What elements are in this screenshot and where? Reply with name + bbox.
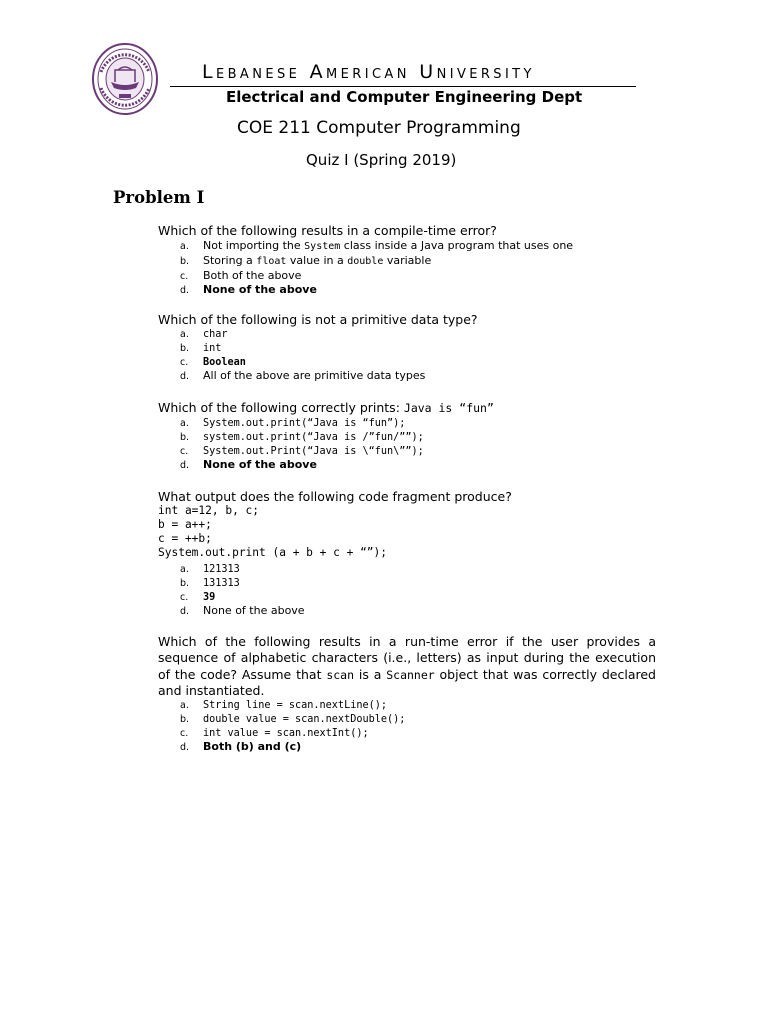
option-letter: a. <box>180 418 189 429</box>
option-letter: d. <box>180 460 190 471</box>
problem-heading: Problem I <box>113 188 205 207</box>
q1-a-code: System <box>304 241 341 252</box>
q4-code-line-2: b = a++; <box>158 518 212 531</box>
q3-option-d <box>180 458 317 472</box>
q4-d-text: None of the above <box>203 604 305 617</box>
university-name-text: Lebanese American University <box>202 61 535 83</box>
option-letter: c. <box>180 446 189 457</box>
q5-code-2: Scanner <box>386 667 435 682</box>
q1-option-d <box>180 283 317 297</box>
q5-text-post: object that was correctly declared and instantiated. <box>158 666 656 698</box>
course-title: COE 211 Computer Programming <box>237 118 521 138</box>
option-letter: a. <box>180 700 189 711</box>
q2-d-text: All of the above are primitive data types <box>203 369 426 382</box>
option-letter: d. <box>180 371 190 382</box>
question-2-text: Which of the following is not a primitive data type? <box>158 312 478 327</box>
header-divider <box>170 86 636 87</box>
q2-option-c <box>180 355 246 369</box>
question-4-text: What output does the following code fragment produce? <box>158 489 512 504</box>
q2-option-a <box>180 327 228 341</box>
university-name <box>202 61 602 83</box>
q1-b-code1: float <box>256 256 287 267</box>
q1-b-mid: value in a <box>286 254 348 267</box>
q3-c-text: System.out.Print(“Java is \“fun\””); <box>203 446 424 457</box>
q3-option-b <box>180 430 424 444</box>
option-letter: b. <box>180 432 190 443</box>
q2-b-text: int <box>203 343 222 354</box>
option-letter: d. <box>180 285 190 296</box>
q3-b-text: system.out.print(“Java is /”fun/””); <box>203 432 424 443</box>
q2-option-d <box>180 369 425 383</box>
q1-b-post: variable <box>383 254 432 267</box>
q3-d-text: None of the above <box>203 458 317 471</box>
option-letter: a. <box>180 241 189 252</box>
question-5-text <box>158 634 656 699</box>
q3-code: Java is “fun” <box>403 401 494 415</box>
q1-a-pre: Not importing the <box>203 239 305 252</box>
option-letter: a. <box>180 564 189 575</box>
q5-code-1: scan <box>326 667 355 682</box>
q4-c-text: 39 <box>203 592 216 603</box>
q4-option-a <box>180 562 240 576</box>
q1-a-post: class inside a Java program that uses one <box>340 239 574 252</box>
q5-a-text: String line = scan.nextLine(); <box>203 700 388 711</box>
q5-option-b <box>180 712 405 726</box>
q5-c-text: int value = scan.nextInt(); <box>203 728 369 739</box>
q1-option-c <box>180 269 301 283</box>
q4-a-text: 121313 <box>203 564 240 575</box>
q2-a-text: char <box>203 329 228 340</box>
option-letter: b. <box>180 343 190 354</box>
q3-option-a <box>180 416 405 430</box>
q4-code-line-1: int a=12, b, c; <box>158 504 260 517</box>
quiz-title: Quiz I (Spring 2019) <box>306 151 457 169</box>
q2-c-text: Boolean <box>203 357 246 368</box>
q5-d-text: Both (b) and (c) <box>203 740 302 753</box>
q2-option-b <box>180 341 221 355</box>
option-letter: b. <box>180 714 190 725</box>
question-1-text: Which of the following results in a compile-time error? <box>158 223 497 238</box>
q3-option-c <box>180 444 424 458</box>
q4-code-line-3: c = ++b; <box>158 532 212 545</box>
option-letter: c. <box>180 271 189 282</box>
q1-option-a <box>180 239 573 253</box>
option-letter: a. <box>180 329 189 340</box>
q1-b-code2: double <box>347 256 384 267</box>
q1-b-pre: Storing a <box>203 254 257 267</box>
q5-option-d <box>180 740 301 754</box>
q3-a-text: System.out.print(“Java is “fun”); <box>203 418 406 429</box>
q4-code-line-4: System.out.print (a + b + c + “”); <box>158 546 388 559</box>
q5-b-text: double value = scan.nextDouble(); <box>203 714 406 725</box>
q4-b-text: 131313 <box>203 578 240 589</box>
question-3-text <box>158 400 494 415</box>
department-title: Electrical and Computer Engineering Dept <box>226 88 583 106</box>
q5-option-c <box>180 726 369 740</box>
q5-option-a <box>180 698 387 712</box>
option-letter: d. <box>180 742 190 753</box>
option-letter: b. <box>180 256 190 267</box>
q1-c-text: Both of the above <box>203 269 302 282</box>
q1-d-text: None of the above <box>203 283 317 296</box>
q1-option-b <box>180 254 431 268</box>
q5-text-mid: is a <box>354 666 387 682</box>
option-letter: c. <box>180 592 189 603</box>
option-letter: d. <box>180 606 190 617</box>
option-letter: c. <box>180 357 189 368</box>
q4-option-b <box>180 576 240 590</box>
q4-option-c <box>180 590 215 604</box>
university-seal-logo <box>91 42 159 116</box>
option-letter: b. <box>180 578 190 589</box>
option-letter: c. <box>180 728 189 739</box>
q5-text-pre: Which of the following results in a run-time error if the user provides a sequence of alphabetic characters (i.e., letters) as input during the execution of the code? Assume that <box>158 634 656 682</box>
q3-text: Which of the following correctly prints: <box>158 400 404 415</box>
q4-option-d <box>180 604 305 618</box>
